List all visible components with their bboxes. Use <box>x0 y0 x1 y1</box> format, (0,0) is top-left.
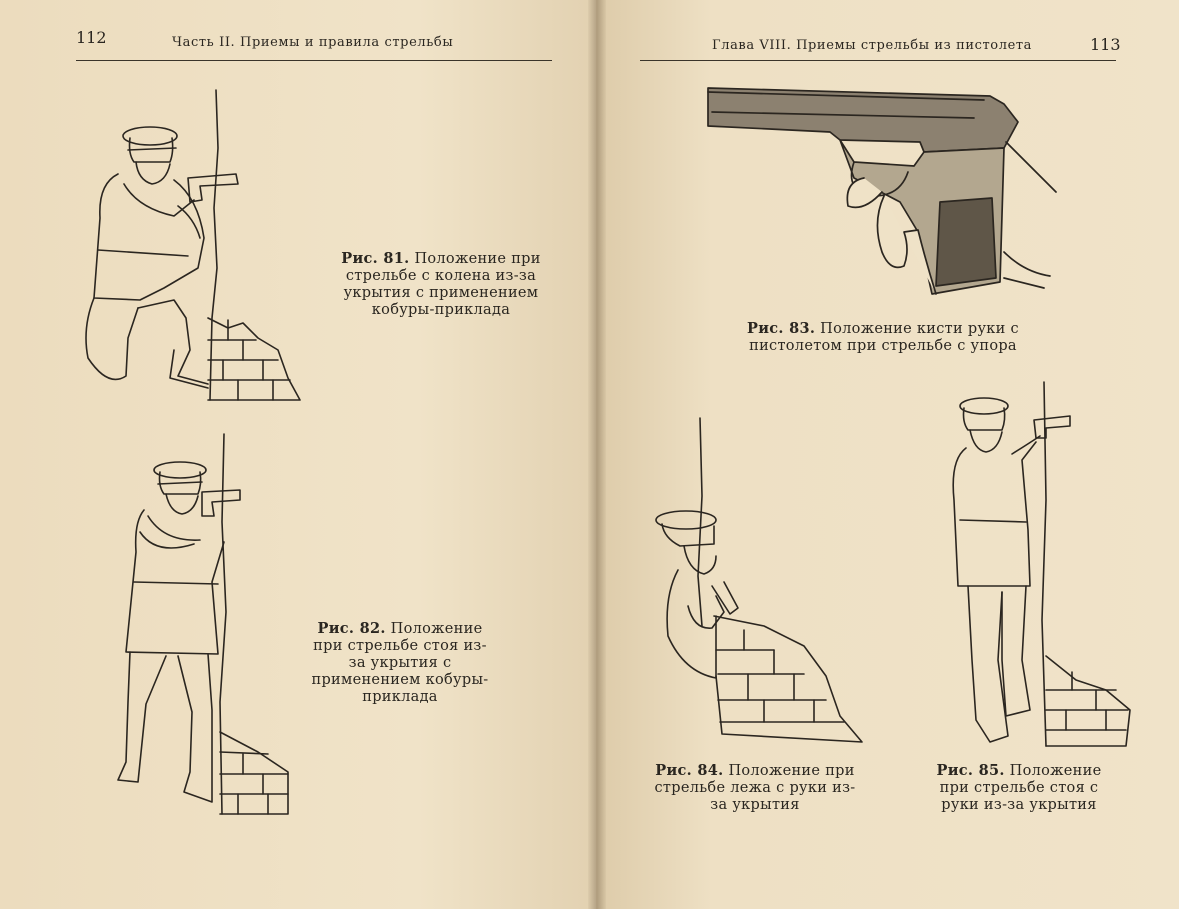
left-running-header: Часть II. Приемы и правила стрельбы <box>172 35 454 50</box>
figure-84-label: Рис. 84. <box>655 762 724 779</box>
figure-83-text: Положение кисти руки с пистолетом при стрельбе с упора <box>749 321 1019 354</box>
figure-82-text: Положение при стрельбе стоя из-за укрытия с применением кобуры-приклада <box>311 621 489 705</box>
figure-83-illustration <box>704 82 1062 300</box>
figure-82-illustration <box>108 432 294 816</box>
figure-85-label: Рис. 85. <box>936 762 1005 779</box>
figure-84-text: Положение при стрельбе лежа с руки из-за укрытия <box>654 763 856 813</box>
right-running-header: Глава VIII. Приемы стрельбы из пистолета <box>712 38 1033 53</box>
right-page-number: 113 <box>1090 35 1121 54</box>
figure-85-illustration <box>946 380 1134 748</box>
figure-83-label: Рис. 83. <box>747 320 816 337</box>
right-header-rule <box>640 60 1116 61</box>
figure-83-caption <box>708 320 1058 355</box>
figure-85-caption <box>936 762 1102 814</box>
figure-82-label: Рис. 82. <box>317 620 386 637</box>
figure-84-illustration <box>654 416 866 744</box>
left-header-rule <box>76 60 552 61</box>
figure-82-caption <box>306 620 494 706</box>
figure-85-text: Положение при стрельбе стоя с руки из-за укрытия <box>939 763 1102 813</box>
book-gutter <box>588 0 606 909</box>
figure-81-label: Рис. 81. <box>341 250 410 267</box>
figure-81-illustration <box>78 88 304 406</box>
figure-84-caption <box>648 762 862 814</box>
left-page-number: 112 <box>76 28 107 47</box>
figure-81-caption <box>330 250 552 319</box>
figure-81-text: Положение при стрельбе с колена из-за укрытия с применением кобуры-приклада <box>343 251 541 318</box>
